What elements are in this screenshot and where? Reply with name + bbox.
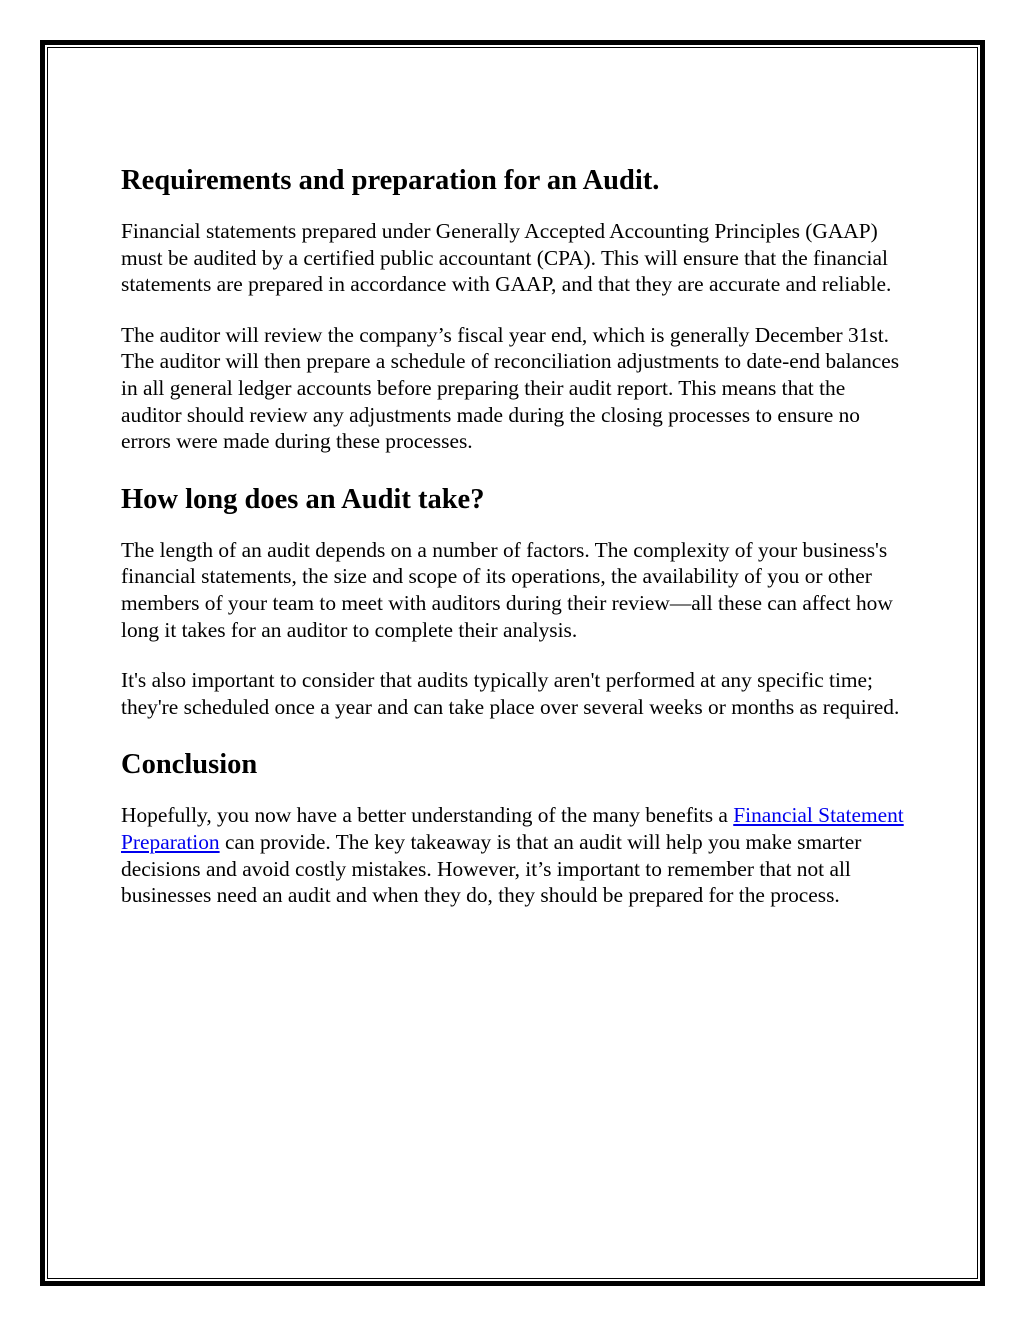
paragraph-gaap: Financial statements prepared under Generally Accepted Accounting Principles (GAAP) must be audited by a certified public accountant (CPA). This will ensure that the financial statements are prepared in accordance with GAAP, and that they are accurate and reliable.	[121, 219, 892, 297]
paragraph-conclusion	[121, 802, 911, 908]
heading-conclusion: Conclusion	[121, 749, 258, 781]
conclusion-text-end: can provide. The key takeaway is that an audit will help you make smarter decisions and avoid costly mistakes. However, it’s important to remember that not all businesses need an audit and when they do, they should be prepared for the process.	[121, 829, 862, 908]
heading-requirements: Requirements and preparation for an Audit.	[121, 165, 660, 196]
document-body	[121, 164, 911, 933]
paragraph-fiscal-year: The auditor will review the company’s fiscal year end, which is generally December 31st. The auditor will then prepare a schedule of reconciliation adjustments to date-end balances in all general ledger accounts before preparing their audit report. This means that the auditor should review any adjustments made during the closing processes to ensure no errors were made during these processes.	[121, 322, 900, 454]
financial-statement-preparation-link[interactable]: Financial Statement Preparation	[121, 803, 904, 854]
heading-audit-duration: How long does an Audit take?	[121, 483, 485, 515]
paragraph-audit-scheduling: It's also important to consider that audits typically aren't performed at any specific time; they're scheduled once a year and can take place over several weeks or months as required.	[121, 668, 900, 719]
paragraph-audit-factors: The length of an audit depends on a number of factors. The complexity of your business's financial statements, the size and scope of its operations, the availability of you or other members of your team to meet with auditors during their review—all these can affect how long it takes for an auditor to complete their analysis.	[121, 537, 893, 642]
conclusion-text-start: Hopefully, you now have a better understanding of the many benefits a	[121, 803, 734, 828]
